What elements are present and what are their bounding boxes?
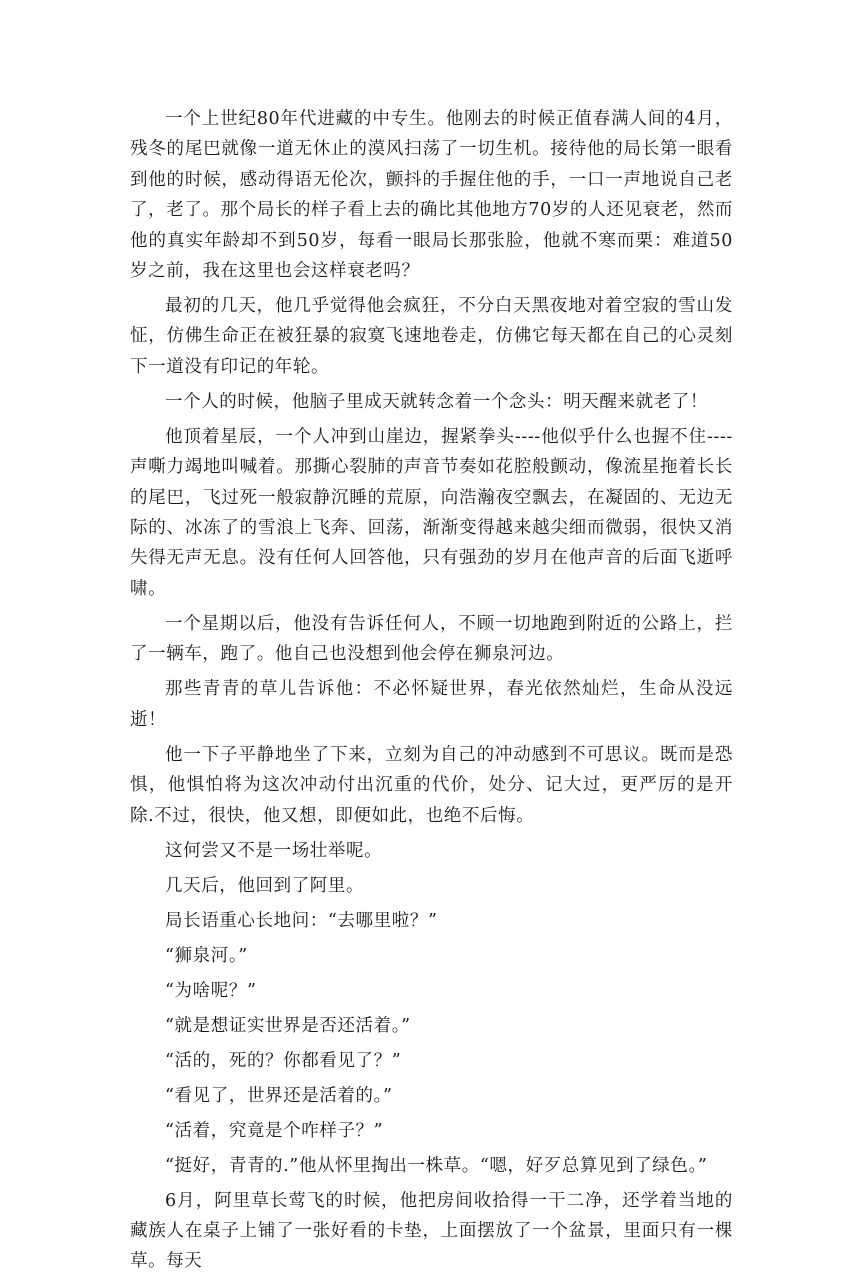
paragraph: 这何尝又不是一场壮举呢。 — [165, 840, 383, 861]
document-body — [130, 104, 733, 1277]
paragraph: “挺好，青青的.”他从怀里掏出一株草。“嗯，好歹总算见到了绿色。” — [165, 1155, 708, 1176]
paragraph: 一个星期以后，他没有告诉任何人，不顾一切地跑到附近的公路上，拦了一辆车，跑了。他自己也没想到他会停在狮泉河边。 — [130, 613, 733, 665]
paragraph: 他顶着星辰，一个人冲到山崖边，握紧拳头----他似乎什么也握不住----声嘶力竭地叫喊着。那撕心裂肺的声音节奏如花腔般颤动，像流星拖着长长的尾巴，飞过死一般寂静沉睡的荒原，向浩瀚夜空飘去，在凝固的、无边无际的、冰冻了的雪浪上飞奔、回荡，渐渐变得越来越尖细而微弱，很快又消失得无声无息。没有任何人回答他，只有强劲的岁月在他声音的后面飞逝呼啸。 — [130, 426, 733, 599]
paragraph: “就是想证实世界是否还活着。” — [165, 1015, 411, 1036]
paragraph: “为啥呢？” — [165, 980, 257, 1001]
paragraph: 那些青青的草儿告诉他：不必怀疑世界，春光依然灿烂，生命从没远逝！ — [130, 679, 733, 730]
paragraph: “看见了，世界还是活着的。” — [165, 1085, 393, 1106]
paragraph: 他一下子平静地坐了下来，立刻为自己的冲动感到不可思议。既而是恐惧，他惧怕将为这次冲动付出沉重的代价，处分、记大过，更严厉的是开除.不过，很快，他又想，即便如此，也绝不后悔。 — [130, 744, 733, 826]
paragraph: “活的，死的？你都看见了？” — [165, 1050, 402, 1071]
paragraph: 一个上世纪80年代进藏的中专生。他刚去的时候正值春满人间的4月，残冬的尾巴就像一道无休止的漠风扫荡了一切生机。接待他的局长第一眼看到他的时候，感动得语无伦次，颤抖的手握住他的手，一口一声地说自己老了，老了。那个局长的样子看上去的确比其他地方70岁的人还见衰老，然而他的真实年龄却不到50岁，每看一眼局长那张脸，他就不寒而栗：难道50岁之前，我在这里也会这样衰老吗？ — [130, 109, 733, 282]
paragraph: “狮泉河。” — [165, 945, 248, 966]
paragraph: 几天后，他回到了阿里。 — [165, 875, 365, 896]
paragraph: 最初的几天，他几乎觉得他会疯狂，不分白天黑夜地对着空寂的雪山发怔，仿佛生命正在被狂暴的寂寞飞速地卷走，仿佛它每天都在自己的心灵刻下一道没有印记的年轮。 — [130, 296, 733, 377]
paragraph: 局长语重心长地问：“去哪里啦？” — [165, 910, 438, 931]
paragraph: 一个人的时候，他脑子里成天就转念着一个念头：明天醒来就老了！ — [165, 391, 708, 412]
paragraph: “活着，究竟是个咋样子？” — [165, 1120, 384, 1141]
paragraph: 6月，阿里草长莺飞的时候，他把房间收拾得一干二净，还学着当地的藏族人在桌子上铺了一张好看的卡垫，上面摆放了一个盆景，里面只有一棵草。每天 — [130, 1190, 733, 1272]
